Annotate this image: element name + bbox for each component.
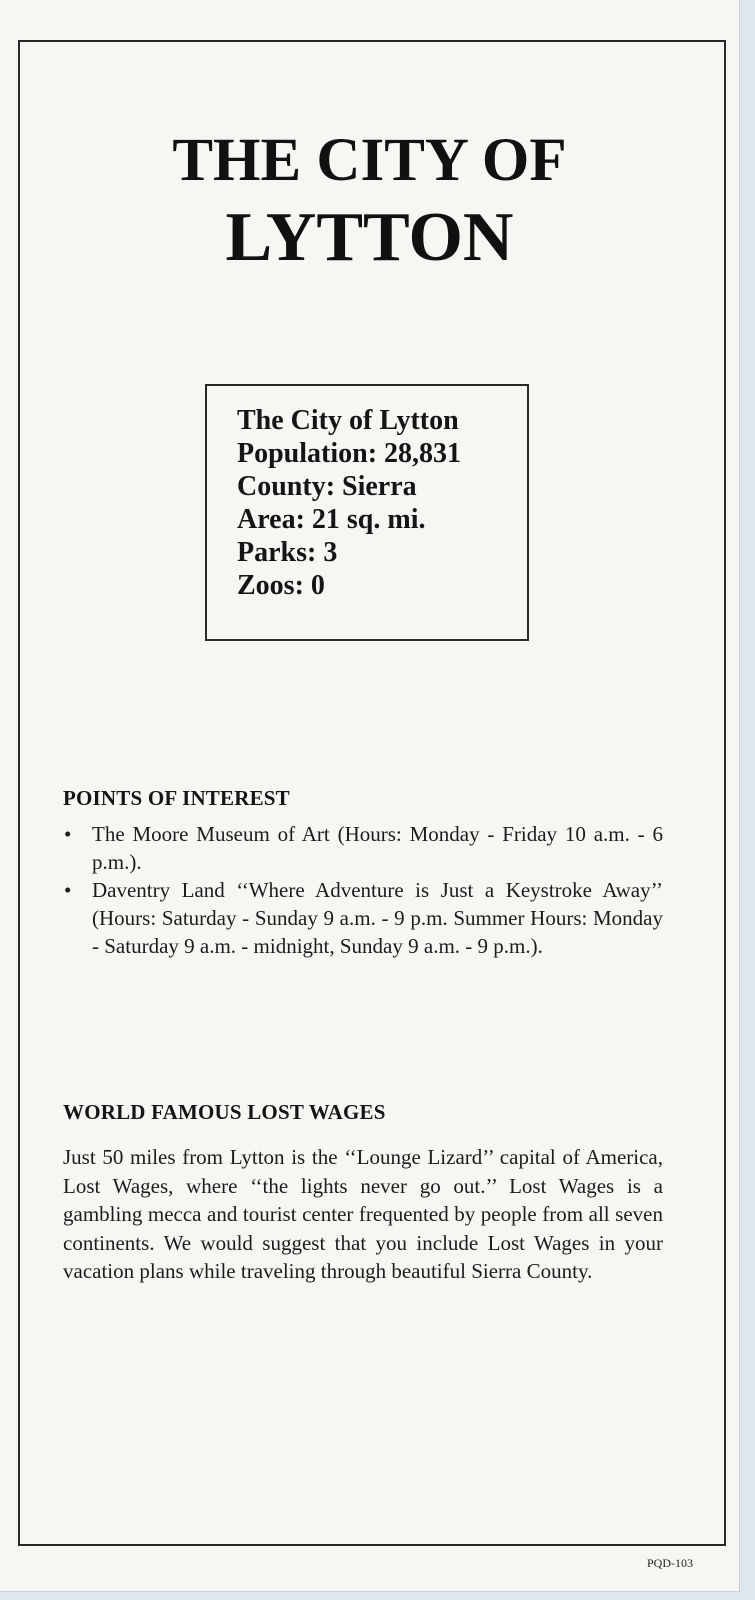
fact-zoos: Zoos: 0: [237, 570, 325, 601]
bullet-icon: •: [64, 822, 72, 846]
lost-wages-paragraph: Just 50 miles from Lytton is the ‘‘Lounge Lizard’’ capital of America, Lost Wages, where ‘‘the lights never go out.’’ Lost Wages is a gambling mecca and tourist center frequented by people from all seven continents. We would suggest that you include Lost Wages in your vacation plans while traveling through beautiful Sierra County.: [63, 1145, 663, 1284]
title-line-2: LYTTON: [225, 199, 514, 276]
list-item: [63, 820, 663, 876]
bullet-icon: •: [64, 878, 72, 902]
fact-parks: Parks: 3: [237, 537, 338, 568]
fact-area: Area: 21 sq. mi.: [237, 504, 426, 535]
poi-daventry-land-text: Daventry Land ‘‘Where Adventure is Just a Keystroke Away’’ (Hours: Saturday - Sunday 9 a.m. - 9 p.m. Summer Hours: Monday - Saturday 9 a.m. - midnight, Sunday 9 a.m. - 9 p.m.).: [92, 878, 663, 958]
points-of-interest-heading: POINTS OF INTEREST: [63, 786, 290, 810]
product-code: PQD-103: [646, 1556, 693, 1570]
fact-county: County: Sierra: [237, 471, 417, 502]
title-line-1: THE CITY OF: [172, 127, 567, 194]
poi-museum-text: The Moore Museum of Art (Hours: Monday - Friday 10 a.m. - 6 p.m.).: [92, 822, 663, 874]
points-of-interest-list: [63, 820, 663, 960]
city-facts-box: [205, 384, 529, 641]
list-item: [63, 876, 663, 960]
lost-wages-heading: WORLD FAMOUS LOST WAGES: [63, 1100, 386, 1124]
fact-population: Population: 28,831: [237, 438, 462, 469]
fact-city-name: The City of Lytton: [237, 405, 459, 436]
